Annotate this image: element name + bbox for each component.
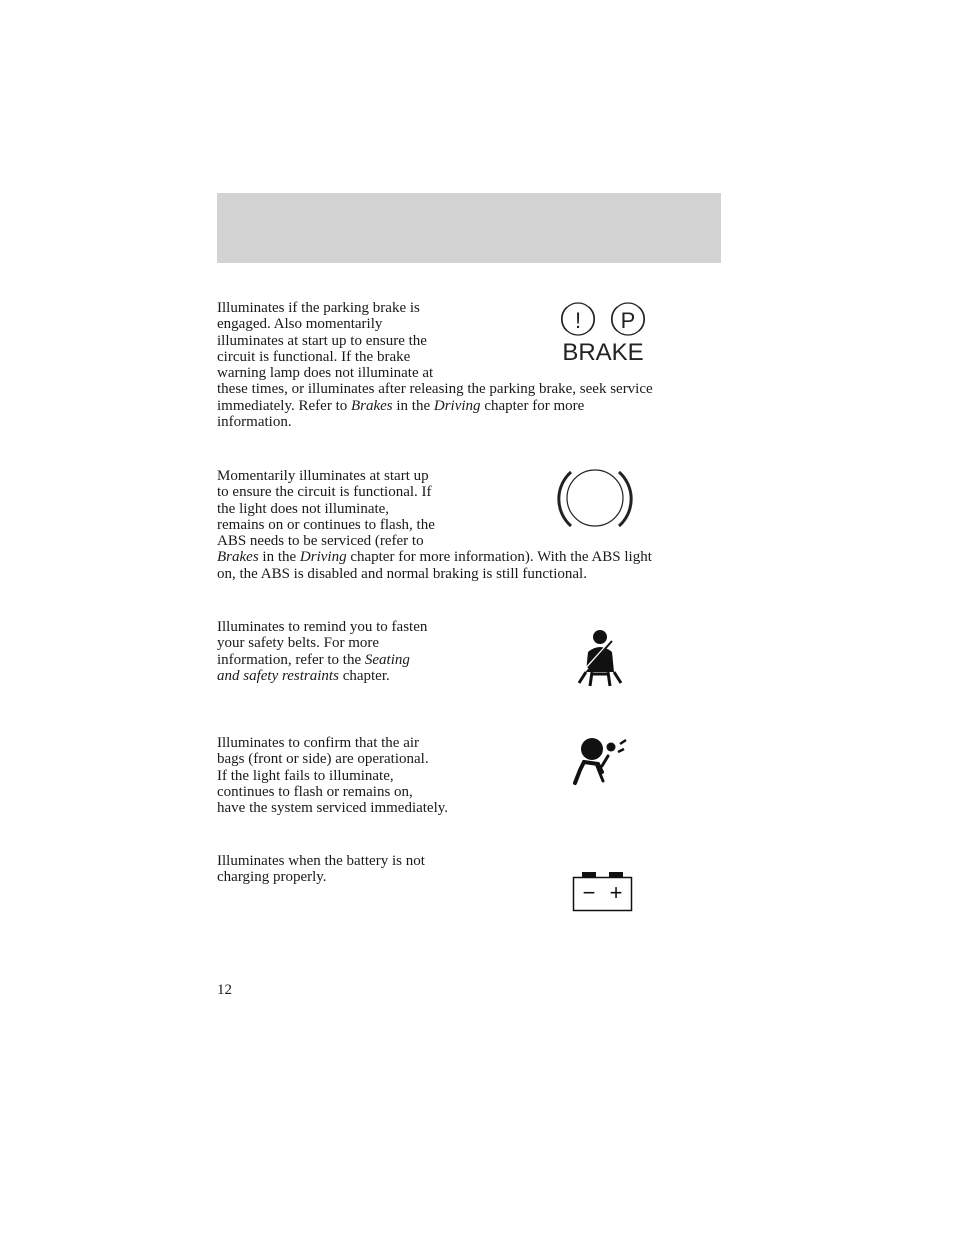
charging-text: [217, 853, 727, 886]
air-bag-section: [217, 735, 727, 816]
page-number: 12: [217, 982, 232, 998]
text-line: [217, 784, 727, 800]
brake-p-glyph: P: [620, 308, 636, 333]
text-segment: If the light fails to illuminate,: [217, 767, 394, 784]
safety-belt-section: [217, 619, 727, 684]
airbag-text: [217, 735, 727, 816]
text-segment: Illuminates when the battery is not: [217, 853, 425, 869]
text-segment: bags (front or side) are operational.: [217, 751, 429, 768]
text-segment: information.: [217, 414, 292, 431]
text-line: [217, 735, 727, 751]
brake-text-line: circuit is functional. If the brake: [217, 348, 411, 365]
text-line: [217, 751, 727, 767]
italic-reference: Driving: [299, 549, 347, 566]
italic-reference: Driving: [433, 397, 481, 414]
text-segment: Illuminates to remind you to fasten: [217, 619, 428, 635]
text-line: [217, 549, 727, 565]
section-header-band: [217, 193, 721, 263]
seatbelt-icon: [576, 628, 624, 695]
text-segment: charging properly.: [217, 869, 327, 886]
brake-text-line: illuminates at start up to ensure the: [217, 332, 427, 349]
text-segment: chapter for more information). With the ABS light: [346, 549, 652, 566]
italic-reference: Brakes: [350, 397, 393, 414]
abs-text-line: the light does not illuminate,: [217, 500, 390, 517]
battery-minus-glyph: −: [582, 880, 596, 905]
text-segment: immediately. Refer to: [217, 397, 351, 414]
abs-warning-icon: [557, 466, 633, 537]
abs-text-line: Momentarily illuminates at start up: [217, 468, 429, 484]
brake-long-text: [217, 381, 727, 430]
text-segment: these times, or illuminates after releasing the parking brake, seek service: [217, 381, 653, 398]
text-segment: continues to flash or remains on,: [217, 783, 413, 800]
text-segment: chapter for more: [480, 397, 585, 414]
italic-reference: Brakes: [217, 549, 259, 566]
brake-text-line: Illuminates if the parking brake is: [217, 300, 420, 316]
brake-text-line: warning lamp does not illuminate at: [217, 365, 434, 382]
italic-reference: Seating: [364, 651, 410, 668]
brake-text-line: engaged. Also momentarily: [217, 316, 383, 333]
airbag-icon: [570, 736, 630, 791]
text-line: [217, 635, 727, 651]
text-line: [217, 566, 727, 582]
brake-exclaim-glyph: !: [574, 308, 582, 333]
text-segment: Illuminates to confirm that the air: [217, 735, 420, 751]
abs-short-text: [217, 468, 727, 549]
text-segment: in the: [392, 397, 434, 414]
text-segment: information, refer to the: [217, 651, 365, 668]
abs-text-line: to ensure the circuit is functional. If: [217, 484, 432, 501]
belt-text: [217, 619, 727, 684]
text-line: [217, 800, 727, 816]
text-segment: in the: [258, 549, 300, 566]
text-line: [217, 652, 727, 668]
abs-long-text: [217, 549, 727, 582]
abs-text-line: ABS needs to be serviced (refer to: [217, 533, 424, 550]
text-line: [217, 768, 727, 784]
text-segment: have the system serviced immediately.: [217, 800, 449, 817]
text-line: [217, 381, 727, 397]
text-line: [217, 668, 727, 684]
italic-reference: and safety restraints: [217, 667, 339, 684]
brake-warning-icon: [554, 302, 654, 371]
text-line: [217, 869, 727, 885]
text-line: [217, 414, 727, 430]
text-line: [217, 398, 727, 414]
text-line: [217, 619, 727, 635]
abs-text-line: remains on or continues to flash, the: [217, 516, 435, 533]
abs-warning-section: [217, 468, 727, 582]
charging-system-section: [217, 853, 727, 886]
battery-icon: [571, 870, 635, 919]
text-segment: chapter.: [338, 667, 390, 684]
battery-plus-glyph: +: [609, 880, 623, 905]
text-line: [217, 853, 727, 869]
text-segment: on, the ABS is disabled and normal braking is still functional.: [217, 565, 587, 582]
text-segment: your safety belts. For more: [217, 635, 380, 652]
brake-word-glyph: BRAKE: [562, 339, 644, 366]
